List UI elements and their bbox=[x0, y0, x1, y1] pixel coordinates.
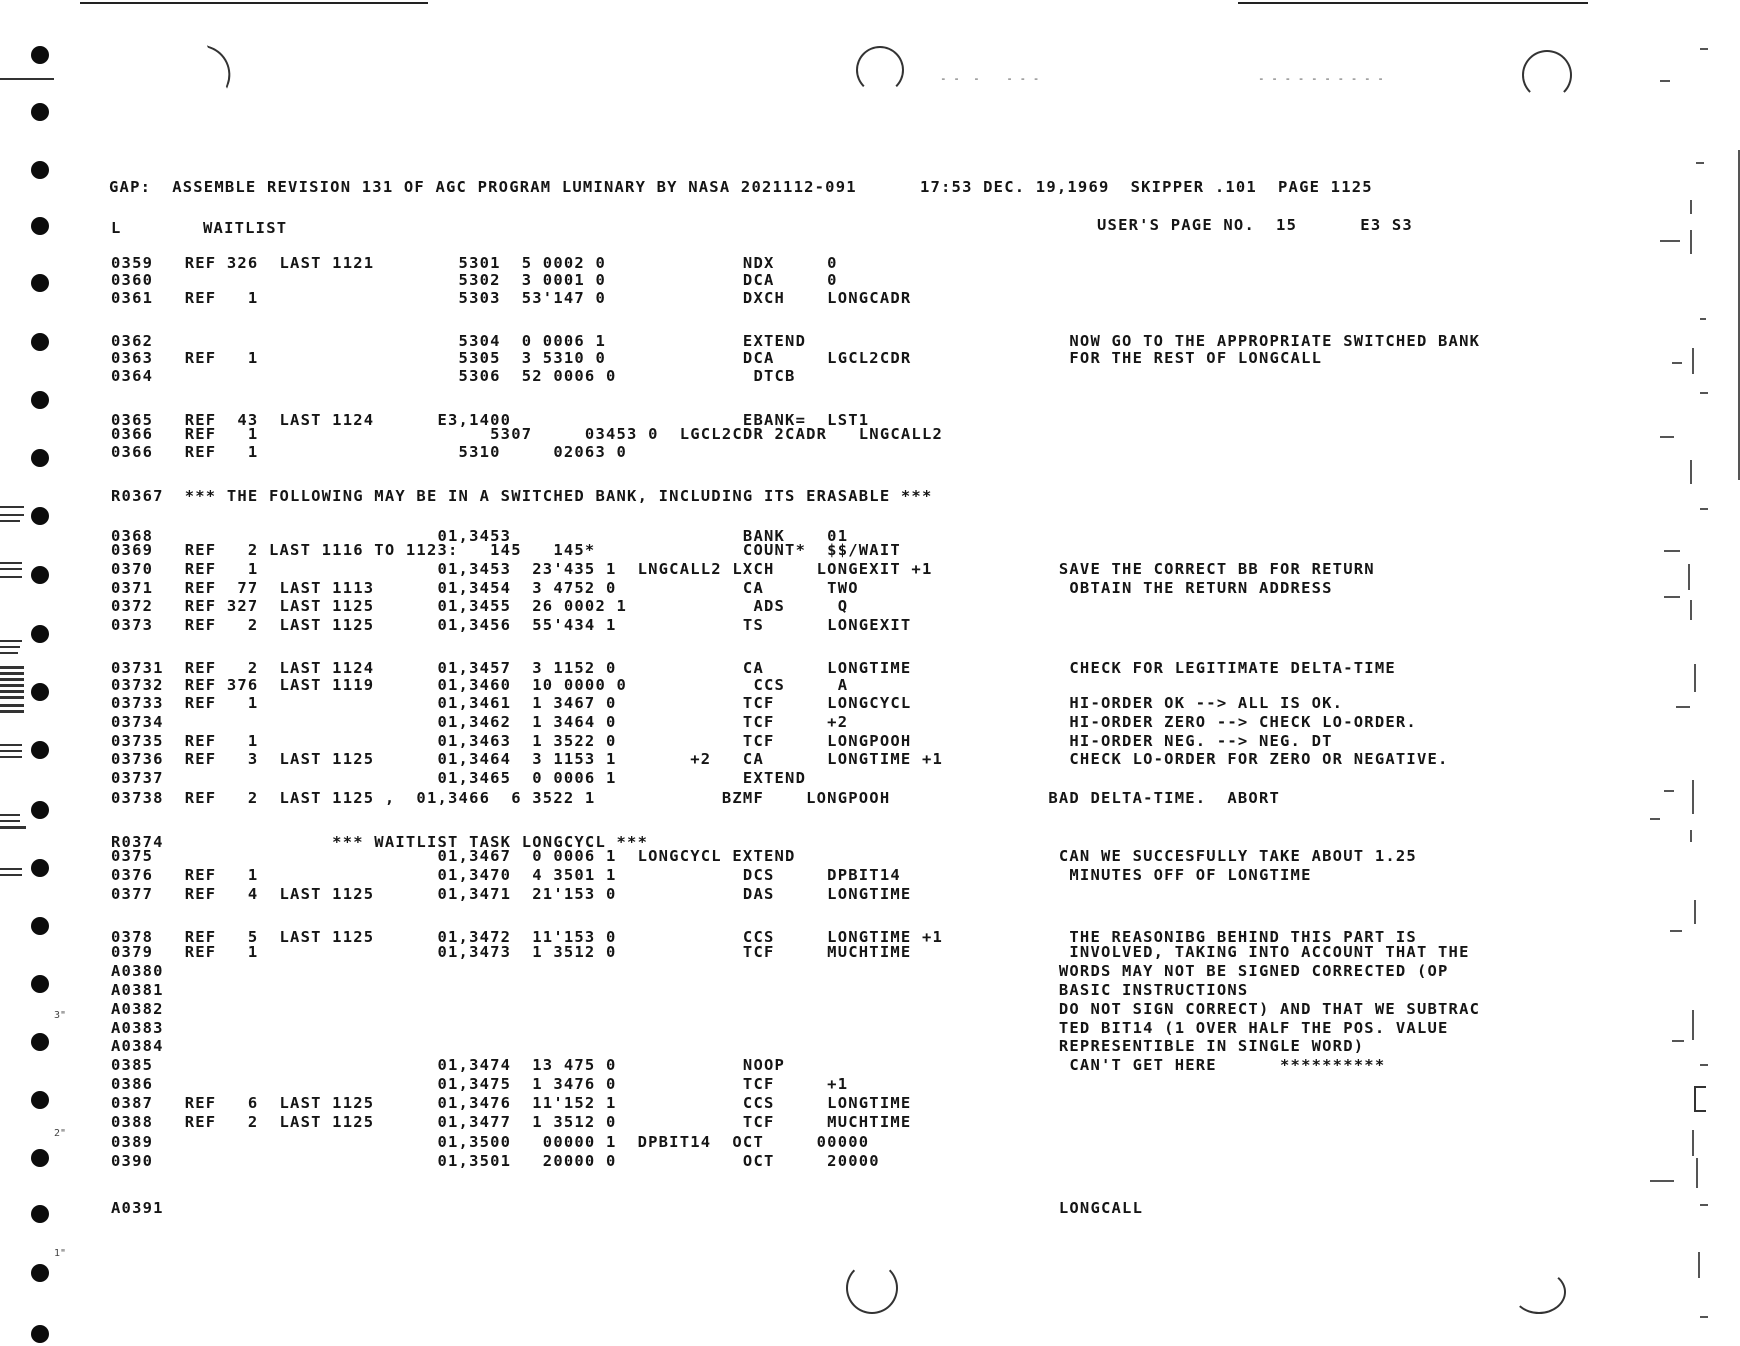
margin-tick bbox=[0, 874, 22, 876]
feed-hole bbox=[31, 391, 49, 409]
margin-speck bbox=[1700, 1204, 1708, 1206]
listing-line: 0373 REF 2 LAST 1125 01,3456 55'434 1 TS LONGEXIT bbox=[111, 616, 912, 634]
margin-tick bbox=[0, 684, 24, 687]
listing-line: 0366 REF 1 5307 03453 0 LGCL2CDR 2CADR LNGCALL2 bbox=[111, 425, 944, 443]
listing-line: 03732 REF 376 LAST 1119 01,3460 10 0000 0 CCS A bbox=[111, 676, 849, 694]
margin-speck bbox=[1664, 790, 1674, 792]
listing-line: 03736 REF 3 LAST 1125 01,3464 3 1153 1 +2 CA LONGTIME +1 CHECK LO-ORDER FOR ZERO OR NEGATIVE. bbox=[111, 750, 1449, 768]
listing-line: A0391 LONGCALL bbox=[111, 1199, 1144, 1217]
margin-speck bbox=[1664, 596, 1680, 598]
margin-speck bbox=[1676, 706, 1690, 708]
listing-line: 03737 01,3465 0 0006 1 EXTEND bbox=[111, 769, 807, 787]
margin-tick bbox=[0, 868, 22, 870]
binder-arc-bottom-right bbox=[1512, 1270, 1566, 1314]
margin-speck bbox=[1694, 900, 1696, 924]
feed-hole bbox=[31, 1205, 49, 1223]
listing-line: 0389 01,3500 00000 1 DPBIT14 OCT 00000 bbox=[111, 1133, 870, 1151]
inch-mark-3: 3" bbox=[54, 1010, 67, 1021]
listing-line: A0380 WORDS MAY NOT BE SIGNED CORRECTED (OP bbox=[111, 962, 1449, 980]
margin-speck bbox=[1690, 460, 1692, 484]
margin-speck bbox=[1672, 362, 1682, 364]
margin-tick bbox=[0, 704, 24, 707]
margin-tick bbox=[0, 820, 20, 822]
margin-speck bbox=[1660, 436, 1674, 438]
feed-hole bbox=[31, 625, 49, 643]
feed-hole bbox=[31, 917, 49, 935]
feed-hole bbox=[31, 449, 49, 467]
header-section-title: WAITLIST bbox=[203, 219, 288, 237]
margin-speck bbox=[1650, 818, 1660, 820]
margin-speck bbox=[1698, 1252, 1700, 1278]
margin-speck bbox=[1690, 600, 1692, 620]
listing-line: 0375 01,3467 0 0006 1 LONGCYCL EXTEND CAN WE SUCCESFULLY TAKE ABOUT 1.25 bbox=[111, 847, 1417, 865]
feed-hole bbox=[31, 46, 49, 64]
listing-line: 0359 REF 326 LAST 1121 5301 5 0002 0 NDX 0 bbox=[111, 254, 838, 272]
listing-line: 0366 REF 1 5310 02063 0 bbox=[111, 443, 628, 461]
margin-tick bbox=[0, 750, 22, 752]
listing-line: 03733 REF 1 01,3461 1 3467 0 TCF LONGCYCL HI-ORDER OK --> ALL IS OK. bbox=[111, 694, 1344, 712]
margin-speck bbox=[1696, 162, 1704, 164]
faint-dashes-top-center: - - - - - - bbox=[940, 72, 1040, 85]
margin-tick bbox=[0, 814, 20, 816]
margin-tick bbox=[0, 568, 22, 570]
margin-speck bbox=[1700, 508, 1708, 510]
margin-tick bbox=[0, 744, 22, 746]
margin-speck bbox=[1672, 1040, 1684, 1042]
listing-line: 0377 REF 4 LAST 1125 01,3471 21'153 0 DAS LONGTIME bbox=[111, 885, 912, 903]
margin-speck bbox=[1660, 240, 1680, 242]
feed-hole bbox=[31, 741, 49, 759]
listing-line: A0384 REPRESENTIBLE IN SINGLE WORD) bbox=[111, 1037, 1365, 1055]
listing-line: A0383 TED BIT14 (1 OVER HALF THE POS. VALUE bbox=[111, 1019, 1449, 1037]
margin-tick bbox=[0, 710, 24, 713]
margin-speck bbox=[1690, 200, 1692, 214]
binder-arc-bottom-center bbox=[846, 1262, 898, 1314]
feed-hole bbox=[31, 507, 49, 525]
listing-line: 0363 REF 1 5305 3 5310 0 DCA LGCL2CDR FOR THE REST OF LONGCALL bbox=[111, 349, 1323, 367]
listing-line: 0365 REF 43 LAST 1124 E3,1400 EBANK= LST1 bbox=[111, 411, 870, 429]
binder-arc-center bbox=[856, 46, 904, 94]
listing-line: 0370 REF 1 01,3453 23'435 1 LNGCALL2 LXCH LONGEXIT +1 SAVE THE CORRECT BB FOR RETURN bbox=[111, 560, 1375, 578]
listing-line: 0390 01,3501 20000 0 OCT 20000 bbox=[111, 1152, 880, 1170]
listing-line: 0387 REF 6 LAST 1125 01,3476 11'152 1 CCS LONGTIME bbox=[111, 1094, 912, 1112]
listing-line: R0374 *** WAITLIST TASK LONGCYCL *** bbox=[111, 833, 649, 851]
binder-arc-right bbox=[1522, 50, 1572, 100]
feed-hole bbox=[31, 683, 49, 701]
margin-tick bbox=[0, 562, 22, 564]
listing-line: A0382 DO NOT SIGN CORRECT) AND THAT WE SUBTRAC bbox=[111, 1000, 1481, 1018]
top-edge-line-left bbox=[80, 2, 428, 4]
margin-tick bbox=[0, 520, 20, 522]
feed-hole bbox=[31, 333, 49, 351]
margin-tick bbox=[0, 640, 22, 642]
margin-speck bbox=[1692, 348, 1694, 374]
margin-tick bbox=[0, 514, 24, 516]
feed-hole bbox=[31, 1149, 49, 1167]
listing-line: 0372 REF 327 LAST 1125 01,3455 26 0002 1 ADS Q bbox=[111, 597, 849, 615]
feed-hole bbox=[31, 975, 49, 993]
listing-header: GAP: ASSEMBLE REVISION 131 OF AGC PROGRAM LUMINARY BY NASA 2021112-091 17:53 DEC. 19,1969 SKIPPER .101 PAGE 1125 bbox=[109, 178, 1373, 196]
margin-tick bbox=[0, 690, 24, 693]
feed-hole bbox=[31, 801, 49, 819]
margin-speck bbox=[1700, 392, 1708, 394]
listing-line: 0371 REF 77 LAST 1113 01,3454 3 4752 0 CA TWO OBTAIN THE RETURN ADDRESS bbox=[111, 579, 1333, 597]
margin-speck bbox=[1696, 1158, 1698, 1188]
listing-line: 0369 REF 2 LAST 1116 TO 1123: 145 145* COUNT* $$/WAIT bbox=[111, 541, 901, 559]
listing-line: 0364 5306 52 0006 0 DTCB bbox=[111, 367, 796, 385]
margin-speck bbox=[1690, 830, 1692, 842]
feed-hole bbox=[31, 161, 49, 179]
margin-tick bbox=[0, 576, 22, 578]
listing-line: 03738 REF 2 LAST 1125 , 01,3466 6 3522 1 BZMF LONGPOOH BAD DELTA-TIME. ABORT bbox=[111, 789, 1281, 807]
margin-speck bbox=[1692, 1010, 1694, 1040]
margin-tick bbox=[0, 666, 24, 669]
listing-line: 0378 REF 5 LAST 1125 01,3472 11'153 0 CCS LONGTIME +1 THE REASONIBG BEHIND THIS PART IS bbox=[111, 928, 1417, 946]
listing-line: 0362 5304 0 0006 1 EXTEND NOW GO TO THE APPROPRIATE SWITCHED BANK bbox=[111, 332, 1481, 350]
top-edge-line-right bbox=[1238, 2, 1588, 4]
margin-speck bbox=[1692, 1130, 1694, 1156]
margin-tick bbox=[0, 78, 54, 80]
listing-line: R0367 *** THE FOLLOWING MAY BE IN A SWITCHED BANK, INCLUDING ITS ERASABLE *** bbox=[111, 487, 933, 505]
listing-line: 0386 01,3475 1 3476 0 TCF +1 bbox=[111, 1075, 849, 1093]
margin-speck bbox=[1660, 80, 1670, 82]
feed-hole bbox=[31, 1325, 49, 1343]
feed-hole bbox=[31, 1033, 49, 1051]
margin-tick bbox=[0, 678, 24, 681]
listing-line: 0368 01,3453 BANK 01 bbox=[111, 527, 849, 545]
margin-speck bbox=[1700, 318, 1706, 320]
listing-line: 03731 REF 2 LAST 1124 01,3457 3 1152 0 CA LONGTIME CHECK FOR LEGITIMATE DELTA-TIME bbox=[111, 659, 1396, 677]
margin-speck bbox=[1692, 780, 1694, 814]
margin-speck bbox=[1700, 1064, 1708, 1066]
margin-tick bbox=[0, 506, 24, 508]
faint-dashes-top-right: - - - - - - - - - - bbox=[1258, 72, 1384, 85]
margin-tick bbox=[0, 672, 24, 675]
listing-line: 0361 REF 1 5303 53'147 0 DXCH LONGCADR bbox=[111, 289, 912, 307]
binder-arc-left bbox=[195, 45, 239, 89]
listing-line: 0385 01,3474 13 475 0 NOOP CAN'T GET HERE ********** bbox=[111, 1056, 1386, 1074]
margin-tick bbox=[0, 646, 20, 648]
inch-mark-1: 1" bbox=[54, 1248, 67, 1259]
margin-tick bbox=[0, 826, 26, 829]
feed-hole bbox=[31, 1264, 49, 1282]
feed-hole bbox=[31, 859, 49, 877]
feed-hole bbox=[31, 274, 49, 292]
feed-hole bbox=[31, 103, 49, 121]
margin-speck bbox=[1688, 564, 1690, 590]
margin-tick bbox=[0, 652, 18, 654]
inch-mark-2: 2" bbox=[54, 1128, 67, 1139]
listing-line: 03734 01,3462 1 3464 0 TCF +2 HI-ORDER ZERO --> CHECK LO-ORDER. bbox=[111, 713, 1417, 731]
feed-hole bbox=[31, 1091, 49, 1109]
margin-speck bbox=[1694, 664, 1696, 692]
right-edge-bracket bbox=[1694, 1086, 1706, 1112]
listing-line: 0379 REF 1 01,3473 1 3512 0 TCF MUCHTIME INVOLVED, TAKING INTO ACCOUNT THAT THE bbox=[111, 943, 1470, 961]
feed-hole bbox=[31, 217, 49, 235]
margin-speck bbox=[1690, 230, 1692, 254]
header-left-marker: L bbox=[111, 219, 122, 237]
margin-tick bbox=[0, 756, 22, 758]
listing-line: 0376 REF 1 01,3470 4 3501 1 DCS DPBIT14 MINUTES OFF OF LONGTIME bbox=[111, 866, 1312, 884]
listing-line: 0388 REF 2 LAST 1125 01,3477 1 3512 0 TCF MUCHTIME bbox=[111, 1113, 912, 1131]
margin-speck bbox=[1700, 48, 1708, 50]
margin-speck bbox=[1650, 1180, 1674, 1182]
margin-tick bbox=[0, 696, 24, 699]
listing-line: 03735 REF 1 01,3463 1 3522 0 TCF LONGPOOH HI-ORDER NEG. --> NEG. DT bbox=[111, 732, 1333, 750]
feed-hole bbox=[31, 566, 49, 584]
margin-speck bbox=[1700, 1316, 1708, 1318]
margin-speck bbox=[1670, 930, 1682, 932]
listing-line: 0360 5302 3 0001 0 DCA 0 bbox=[111, 271, 838, 289]
listing-line: A0381 BASIC INSTRUCTIONS bbox=[111, 981, 1249, 999]
header-user-page: USER'S PAGE NO. 15 E3 S3 bbox=[1097, 216, 1413, 234]
margin-speck bbox=[1664, 550, 1680, 552]
